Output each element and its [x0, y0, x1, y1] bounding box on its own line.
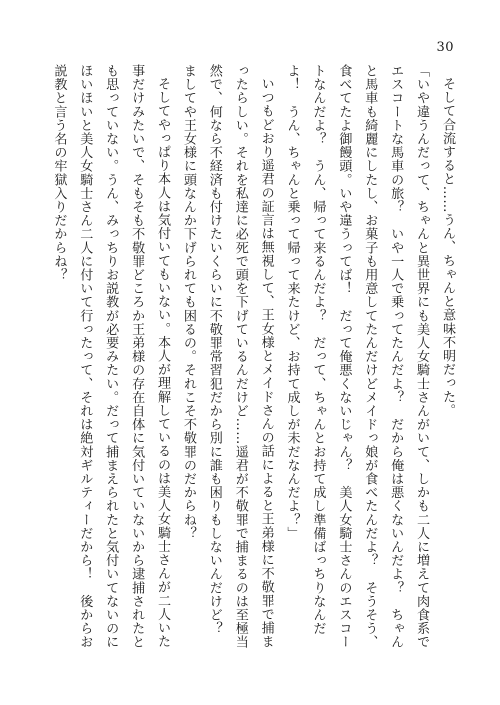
paragraph-narration-1: そして合流すると……うん、ちゃんと意味不明だった。	[440, 77, 455, 418]
paragraph-narration-3: そしてやっぱり本人は気付いてもいない。本人が理解しているのは美人女騎士さんが二人いた事だけみたいで、そもそも不敬罪どころか王弟様の存在自体に気付いていないから逮捕されたとも思っていない。うん、みっちりお説教が必要みたい。だって捕まえられたと気付いてないのにほいほいと美人女騎士さん二人に付いて行ったって、それは絶対ギルティーだから！ 後からお説教と言う名の牢獄入りだからね？	[51, 64, 171, 649]
vertical-text-block	[40, 64, 460, 660]
paragraph-dialogue: 「いや違うんだって、ちゃんと異世界にも美人女騎士さんがいて、しかも二人に増えて肉食系でエスコートな馬車の旅？ いや一人で乗ってたんだよ？ だから俺は悪くないんだよ？ ちゃんと馬車も綺麗にしたし、お菓子も用意してたんだけどメイドっ娘が食べたんだよ？ そうそう、食べてたよ御饅頭。いや違うってば！ だって俺悪くないじゃん？ 美人女騎士さんのエスコートなんだよ？ うん、帰って来るんだよ？ だって、ちゃんとお持て成し準備ばっちりなんだよ！ うん、ちゃんと乗って帰って来たけど、お持て成しが未だなんだよ？」	[284, 64, 430, 649]
page-number: 30	[436, 40, 454, 55]
paragraph-narration-2: いつもどおり遥君の証言は無視して、王女様とメイドさんの話によると王弟様に不敬罪で捕まったらしい。それを私達に必死で頭を下げているんだけど……遥君が不敬罪で捕まるのは至極当然で、何なら不経済も付けたいくらいに不敬罪常習犯だから別に誰も困りもしないんだけど？ ましてや王女様に頭なんか下げられても困るの。それこそ不敬罪のだからね？	[180, 64, 274, 649]
